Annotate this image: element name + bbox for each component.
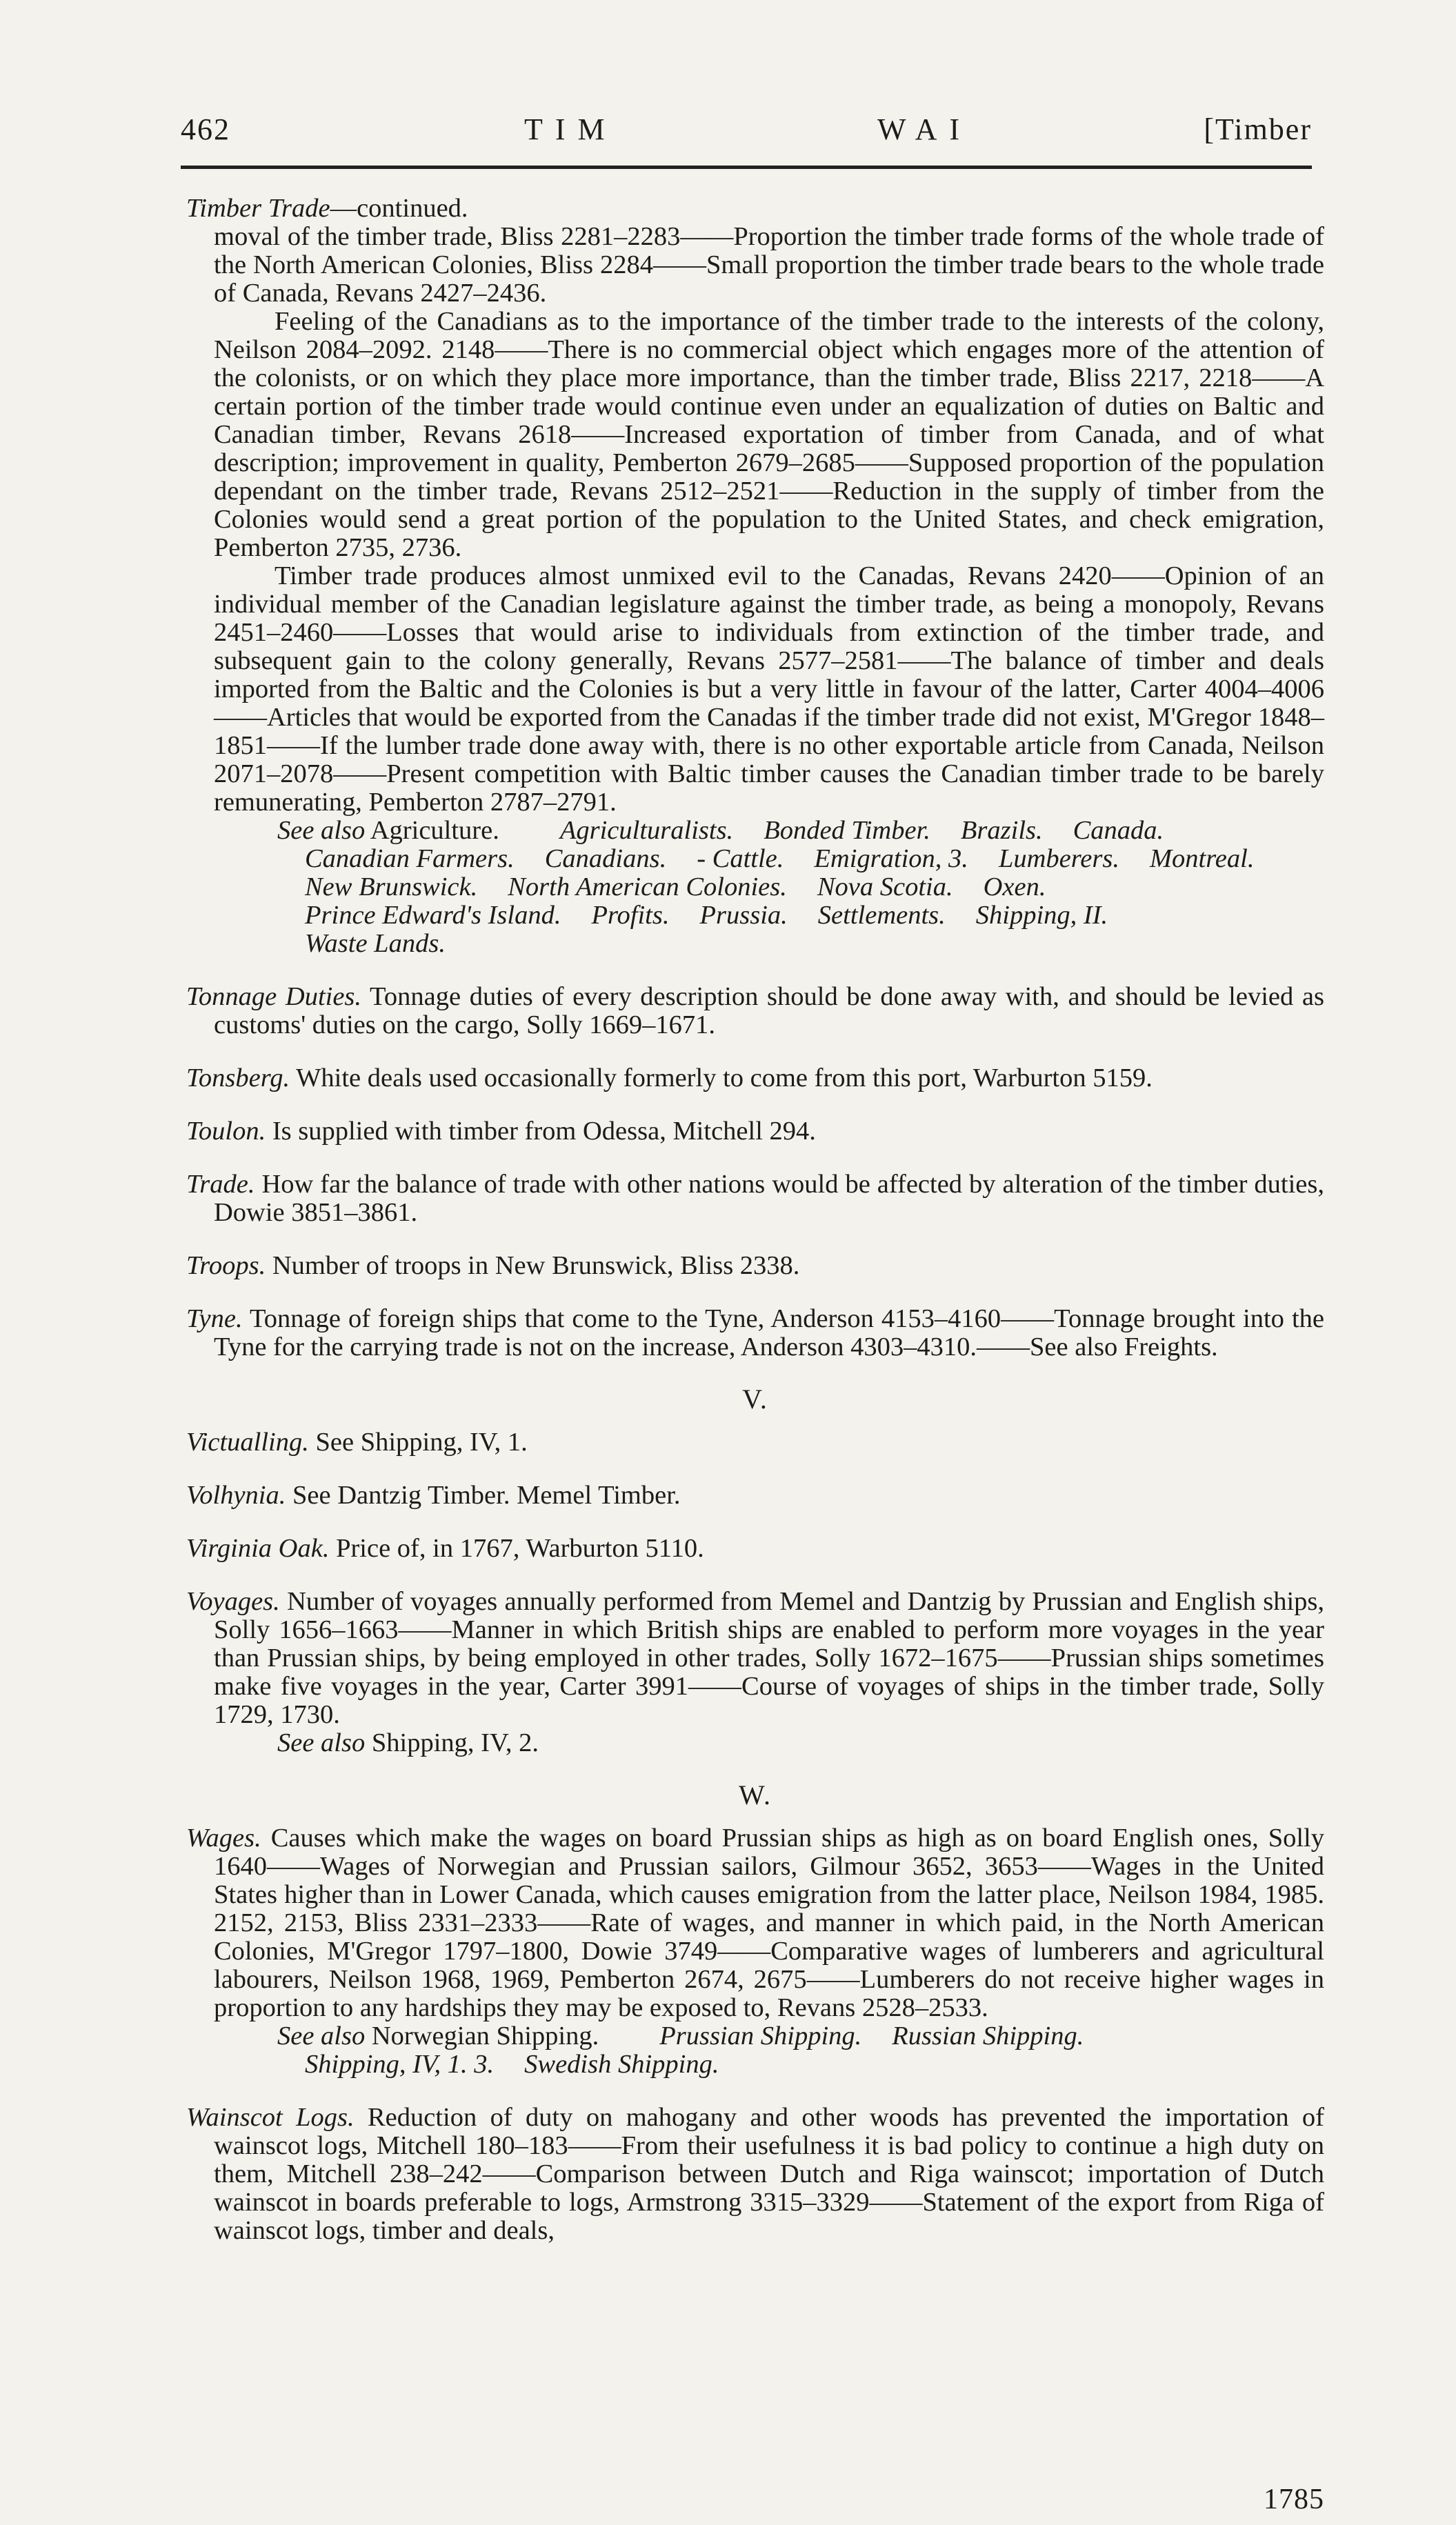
index-entry [186,1481,1324,1510]
entry-text: White deals used occasionally formerly to come from this port, Warburton 5159. [296,1064,1153,1092]
see-also-ref[interactable]: Agriculture. [370,816,499,845]
see-also-ref[interactable]: Prussia. [699,901,788,930]
index-entry [186,983,1324,1039]
running-head-right: WAI [877,112,973,146]
see-also-ref[interactable]: Swedish Shipping. [524,2050,719,2079]
see-also-ref[interactable]: Brazils. [960,816,1043,845]
entry-heading: Tonsberg. [186,1064,290,1092]
running-head [181,102,1312,150]
entry-text: Number of troops in New Brunswick, Bliss 2338. [272,1251,800,1280]
running-head-section: [Timber [1204,112,1312,146]
see-also-ref[interactable]: Prussian Shipping. [659,2022,862,2050]
see-also-ref[interactable]: Bonded Timber. [764,816,930,845]
header-rule [181,166,1312,169]
entry-heading: Volhynia. [186,1481,286,1510]
see-also-ref[interactable]: Nova Scotia. [817,872,953,901]
timber-trade-paragraph: Timber trade produces almost unmixed evil to the Canadas, Revans 2420——Opinion of an individual member of the Canadian legislature against the timber trade, as being a monopoly, Revans 2451–2460——Losses that would arise to individuals from extinction of the timber trade, and subsequent gain to the colony generally, Revans 2577–2581——The balance of timber and deals imported from the Baltic and the Colonies is but a very little in favour of the latter, Carter 4004–4006——Articles that would be exported from the Canadas if the timber trade did not exist, M'Gregor 1848–1851——If the lumber trade done away with, there is no other exportable article from Canada, Neilson 2071–2078——Present competition with Baltic timber causes the Canadian timber trade to be barely remunerating, Pemberton 2787–2791. [214,561,1324,817]
entry-heading: Toulon. [186,1117,266,1146]
entry-text: See Dantzig Timber. Memel Timber. [292,1481,681,1510]
entry-heading: Tonnage Duties. [186,982,362,1011]
index-entry [186,2104,1324,2245]
see-also-ref[interactable]: Settlements. [817,901,946,930]
entry-heading: Wainscot Logs. [186,2103,355,2132]
see-also-ref[interactable]: Canada. [1073,816,1164,845]
see-also-ref[interactable]: Shipping, II. [975,901,1108,930]
see-also-ref[interactable]: Canadians. [544,844,667,873]
see-also-ref[interactable]: Profits. [591,901,670,930]
index-entry [186,1305,1324,1361]
index-entry [186,1064,1324,1092]
see-also-ref[interactable]: Canadian Farmers. [305,844,515,873]
index-entry [186,1588,1324,1729]
entry-heading: Wages. [186,1824,261,1853]
entry-text: Price of, in 1767, Warburton 5110. [336,1534,704,1563]
see-also-ref[interactable]: - Cattle. [697,844,784,873]
entry-text: Tonnage duties of every description should be done away with, and should be levied as customs' duties on the cargo, Solly 1669–1671. [214,982,1325,1039]
entry-heading: Trade. [186,1170,255,1199]
see-also-ref[interactable]: Lumberers. [998,844,1119,873]
entry-text: Tonnage of foreign ships that come to the Tyne, Anderson 4153–4160——Tonnage brought into the Tyne for the carrying trade is not on the increase, Anderson 4303–4310.——See also Freights. [214,1304,1324,1361]
index-entry [186,1170,1324,1227]
wages-see-also: See also Norwegian Shipping. Prussian Shipping. Russian Shipping. Shipping, IV, 1. 3. Swedish Shipping. [277,2022,1084,2079]
see-also-ref[interactable]: Shipping, IV, 2. [371,1728,539,1757]
entry-heading: Victualling. [186,1428,309,1457]
timber-trade-heading: Timber Trade—continued. [186,194,468,223]
see-also-ref[interactable]: Prince Edward's Island. [305,901,561,930]
see-also-ref[interactable]: Montreal. [1149,844,1255,873]
entry-text: Number of voyages annually performed from Memel and Dantzig by Prussian and English ships, Solly 1656–1663——Manner in which British ships are enabled to perform more voyages in the year than Prussian ships, by being employed in other trades, Solly 1672–1675——Prussian ships sometimes make five voyages in the year, Carter 3991——Course of voyages of ships in the timber trade, Solly 1729, 1730. [214,1587,1324,1729]
see-also-ref[interactable]: New Brunswick. [305,872,478,901]
index-body [186,194,1324,2245]
entry-heading: Voyages. [186,1587,280,1616]
see-also-ref[interactable]: Emigration, 3. [814,844,968,873]
see-also-ref[interactable]: Agriculturalists. [559,816,734,845]
index-entry [186,1535,1324,1563]
see-also-ref[interactable]: North American Colonies. [508,872,787,901]
voyages-see-also: See also Shipping, IV, 2. [277,1728,539,1757]
section-letter-v: V. [742,1384,768,1415]
index-entry [186,1117,1324,1146]
entry-heading: Virginia Oak. [186,1534,330,1563]
see-also-ref[interactable]: Oxen. [983,872,1046,901]
running-head-left: TIM [524,112,617,146]
see-also-ref[interactable]: Waste Lands. [305,929,446,958]
entry-text: Reduction of duty on mahogany and other woods has prevented the importation of wainscot logs, Mitchell 180–183——From their usefulness it is bad policy to continue a high duty on them, Mitchell 238–242——Comparison between Dutch and Riga wainscot; importation of Dutch wainscot in boards preferable to logs, Armstrong 3315–3329——Statement of the export from Riga of wainscot logs, timber and deals, [214,2103,1325,2245]
page-number: 462 [181,112,230,146]
see-also-ref[interactable]: Norwegian Shipping. [371,2022,599,2050]
see-also-ref[interactable]: Russian Shipping. [892,2022,1084,2050]
entry-heading: Tyne. [186,1304,243,1333]
entry-text: See Shipping, IV, 1. [315,1428,528,1457]
entry-heading: Troops. [186,1251,266,1280]
footer-page-number: 1785 [1264,2484,1324,2515]
see-also-ref[interactable]: Shipping, IV, 1. 3. [305,2050,495,2079]
section-letter-w: W. [738,1779,772,1810]
timber-trade-paragraph: moval of the timber trade, Bliss 2281–2283——Proportion the timber trade forms of the whole trade of the North American Colonies, Bliss 2284——Small proportion the timber trade bears to the whole trade of Canada, Revans 2427–2436. [214,222,1324,308]
entry-text: Is supplied with timber from Odessa, Mitchell 294. [272,1117,816,1146]
index-entry [186,1824,1324,2022]
entry-text: How far the balance of trade with other nations would be affected by alteration of the timber duties, Dowie 3851–3861. [214,1170,1324,1227]
timber-trade-see-also: See also Agriculture. Agriculturalists. Bonded Timber. Brazils. Canada. Canadian Farmers. Canadians. - Cattle. Emigration, 3. Lumberers. Montreal. New Brunswick. North American Colonies. Nova Scotia. Oxen. Prince Edward's Island. Profits. Prussia. Settlements. Shipping, II. Waste Lands. [277,816,1255,958]
index-entry [186,1252,1324,1280]
timber-trade-paragraph: Feeling of the Canadians as to the importance of the timber trade to the interests of the colony, Neilson 2084–2092. 2148——There is no commercial object which engages more of the attention of the colonists, or on which they place more importance, than the timber trade, Bliss 2217, 2218——A certain portion of the timber trade would continue even under an equalization of duties on Baltic and Canadian timber, Revans 2618——Increased exportation of timber from Canada, and of what description; improvement in quality, Pemberton 2679–2685——Supposed proportion of the population dependant on the timber trade, Revans 2512–2521——Reduction in the supply of timber from the Colonies would send a great portion of the population to the United States, and check emigration, Pemberton 2735, 2736. [214,307,1324,562]
entry-text: Causes which make the wages on board Prussian ships as high as on board English ones, Solly 1640——Wages of Norwegian and Prussian sailors, Gilmour 3652, 3653——Wages in the United States higher than in Lower Canada, which causes emigration from the latter place, Neilson 1984, 1985. 2152, 2153, Bliss 2331–2333——Rate of wages, and manner in which paid, in the North American Colonies, M'Gregor 1797–1800, Dowie 3749——Comparative wages of lumberers and agricultural labourers, Neilson 1968, 1969, Pemberton 2674, 2675——Lumberers do not receive higher wages in proportion to any hardships they may be exposed to, Revans 2528–2533. [214,1824,1325,2022]
index-entry [186,1428,1324,1457]
